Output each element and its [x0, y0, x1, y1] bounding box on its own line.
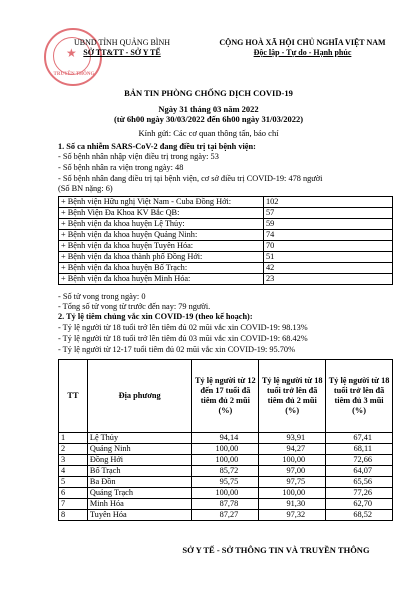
row-12-17-2doses: 94,14	[192, 433, 259, 444]
table-row	[59, 208, 393, 219]
row-18-2doses: 94,27	[259, 444, 326, 455]
hospital-count: 57	[264, 208, 393, 219]
section1-heading: 1. Số ca nhiễm SARS-CoV-2 đang điều trị tại bệnh viện:	[58, 142, 256, 151]
issuer-line-2: SỞ TT&TT - SỞ Y TẾ	[83, 48, 161, 57]
hospital-name: + Bệnh Viện Đa Khoa KV Bắc QB:	[59, 208, 264, 219]
table-row	[59, 444, 393, 455]
deaths-total: - Tổng số tử vong từ trước đến nay: 79 người.	[58, 302, 211, 311]
section2-line2: - Tỷ lệ người từ 18 tuổi trở lên tiêm đủ 03 mũi vắc xin COVID-19: 68.42%	[58, 334, 308, 343]
table-row	[59, 252, 393, 263]
row-tt: 8	[59, 510, 88, 521]
row-18-3doses: 62,70	[326, 499, 393, 510]
row-12-17-2doses: 87,27	[192, 510, 259, 521]
row-18-3doses: 68,52	[326, 510, 393, 521]
row-18-2doses: 100,00	[259, 488, 326, 499]
hospital-count: 74	[264, 230, 393, 241]
hospital-count: 51	[264, 252, 393, 263]
row-12-17-2doses: 95,75	[192, 477, 259, 488]
table-header-row	[59, 360, 393, 433]
row-locality: Đồng Hới	[87, 455, 192, 466]
row-tt: 6	[59, 488, 88, 499]
section1-admitted: - Số bệnh nhân nhập viện điều trị trong ngày: 53	[58, 152, 219, 161]
hospital-count: 59	[264, 219, 393, 230]
stamp-star-icon: ★	[66, 46, 77, 60]
row-tt: 1	[59, 433, 88, 444]
vaccination-table	[58, 359, 393, 521]
row-18-2doses: 91,30	[259, 499, 326, 510]
hospital-count: 42	[264, 263, 393, 274]
row-locality: Bố Trạch	[87, 466, 192, 477]
hospital-count: 70	[264, 241, 393, 252]
table-row	[59, 197, 393, 208]
hospital-count: 102	[264, 197, 393, 208]
issuer-line-1: UBND TỈNH QUẢNG BÌNH	[73, 38, 171, 47]
row-tt: 2	[59, 444, 88, 455]
table-row	[59, 230, 393, 241]
hospital-name: + Bệnh viện Hữu nghị Việt Nam - Cuba Đồng Hới:	[59, 197, 264, 208]
recipients: Kính gửi: Các cơ quan thông tấn, báo chí	[138, 128, 279, 138]
row-18-3doses: 72,66	[326, 455, 393, 466]
hospital-name: + Bệnh viện đa khoa huyện Quảng Ninh:	[59, 230, 264, 241]
bulletin-date: Ngày 31 tháng 03 năm 2022	[158, 104, 259, 114]
table-row	[59, 510, 393, 521]
table-row	[59, 466, 393, 477]
header-18-2doses: Tỷ lệ người từ 18 tuổi trở lên đã tiêm đủ 2 mũi (%)	[259, 360, 326, 433]
row-12-17-2doses: 100,00	[192, 488, 259, 499]
header-tt: TT	[59, 360, 88, 433]
section2-line3: - Tỷ lệ người từ 12-17 tuổi tiêm đủ 02 mũi vắc xin COVID-19: 95.70%	[58, 345, 295, 354]
row-18-3doses: 64,07	[326, 466, 393, 477]
row-18-2doses: 97,32	[259, 510, 326, 521]
row-12-17-2doses: 85,72	[192, 466, 259, 477]
table-row	[59, 263, 393, 274]
footer-signature: SỞ Y TẾ - SỞ THÔNG TIN VÀ TRUYỀN THÔNG	[182, 545, 370, 555]
hospital-name: + Bệnh viện đa khoa huyện Bố Trạch:	[59, 263, 264, 274]
row-18-2doses: 97,00	[259, 466, 326, 477]
hospital-name: + Bệnh viện đa khoa huyện Minh Hóa:	[59, 274, 264, 285]
header-12-17-2doses: Tỷ lệ người từ 12 đến 17 tuổi đã tiêm đủ 2 mũi (%)	[192, 360, 259, 433]
table-row	[59, 488, 393, 499]
section1-discharged: - Số bệnh nhân ra viện trong ngày: 48	[58, 163, 184, 172]
section2-heading: 2. Tỷ lệ tiêm chủng vắc xin COVID-19 (theo kế hoạch):	[58, 312, 253, 321]
row-18-2doses: 100,00	[259, 455, 326, 466]
table-row	[59, 455, 393, 466]
row-locality: Quảng Trạch	[87, 488, 192, 499]
row-locality: Tuyên Hóa	[87, 510, 192, 521]
section1-treating: - Số bệnh nhân đang điều trị tại bệnh viện, cơ sở điều trị COVID-19: 478 người	[58, 174, 323, 183]
hospital-name: + Bệnh viện đa khoa huyện Lệ Thủy:	[59, 219, 264, 230]
header-18-3doses: Tỷ lệ người từ 18 tuổi trở lên đã tiêm đủ 3 mũi (%)	[326, 360, 393, 433]
row-18-3doses: 68,11	[326, 444, 393, 455]
section2-line1: - Tỷ lệ người từ 18 tuổi trở lên tiêm đủ 02 mũi vắc xin COVID-19: 98.13%	[58, 323, 308, 332]
hospital-name: + Bệnh viện đa khoa thành phố Đồng Hới:	[59, 252, 264, 263]
table-row	[59, 433, 393, 444]
row-locality: Quảng Ninh	[87, 444, 192, 455]
deaths-today: - Số tử vong trong ngày: 0	[58, 292, 146, 301]
row-12-17-2doses: 100,00	[192, 455, 259, 466]
hospital-name: + Bệnh viện đa khoa huyện Tuyên Hóa:	[59, 241, 264, 252]
row-18-2doses: 97,75	[259, 477, 326, 488]
hospital-count: 23	[264, 274, 393, 285]
issuer-header	[58, 38, 186, 58]
row-tt: 7	[59, 499, 88, 510]
hospital-table	[58, 196, 393, 285]
row-18-2doses: 93,91	[259, 433, 326, 444]
row-12-17-2doses: 100,00	[192, 444, 259, 455]
national-header	[205, 38, 400, 58]
row-locality: Ba Đồn	[87, 477, 192, 488]
row-locality: Minh Hóa	[87, 499, 192, 510]
table-row	[59, 241, 393, 252]
row-12-17-2doses: 87,78	[192, 499, 259, 510]
bulletin-title: BẢN TIN PHÒNG CHỐNG DỊCH COVID-19	[124, 88, 293, 98]
table-row	[59, 274, 393, 285]
national-title: CỘNG HOÀ XÃ HỘI CHỦ NGHĨA VIỆT NAM	[219, 38, 386, 47]
row-locality: Lệ Thủy	[87, 433, 192, 444]
section1-severe: (Số BN nặng: 6)	[58, 184, 113, 193]
row-18-3doses: 67,41	[326, 433, 393, 444]
stamp-text: TRUYỀN THÔNG	[53, 72, 95, 77]
row-tt: 4	[59, 466, 88, 477]
table-row	[59, 477, 393, 488]
table-row	[59, 219, 393, 230]
row-18-3doses: 65,56	[326, 477, 393, 488]
bulletin-range: (từ 6h00 ngày 30/03/2022 đến 6h00 ngày 31/03/2022)	[113, 114, 304, 124]
header-locality: Địa phương	[87, 360, 192, 433]
table-row	[59, 499, 393, 510]
row-18-3doses: 77,26	[326, 488, 393, 499]
national-motto: Độc lập - Tự do - Hạnh phúc	[253, 48, 352, 57]
row-tt: 5	[59, 477, 88, 488]
row-tt: 3	[59, 455, 88, 466]
